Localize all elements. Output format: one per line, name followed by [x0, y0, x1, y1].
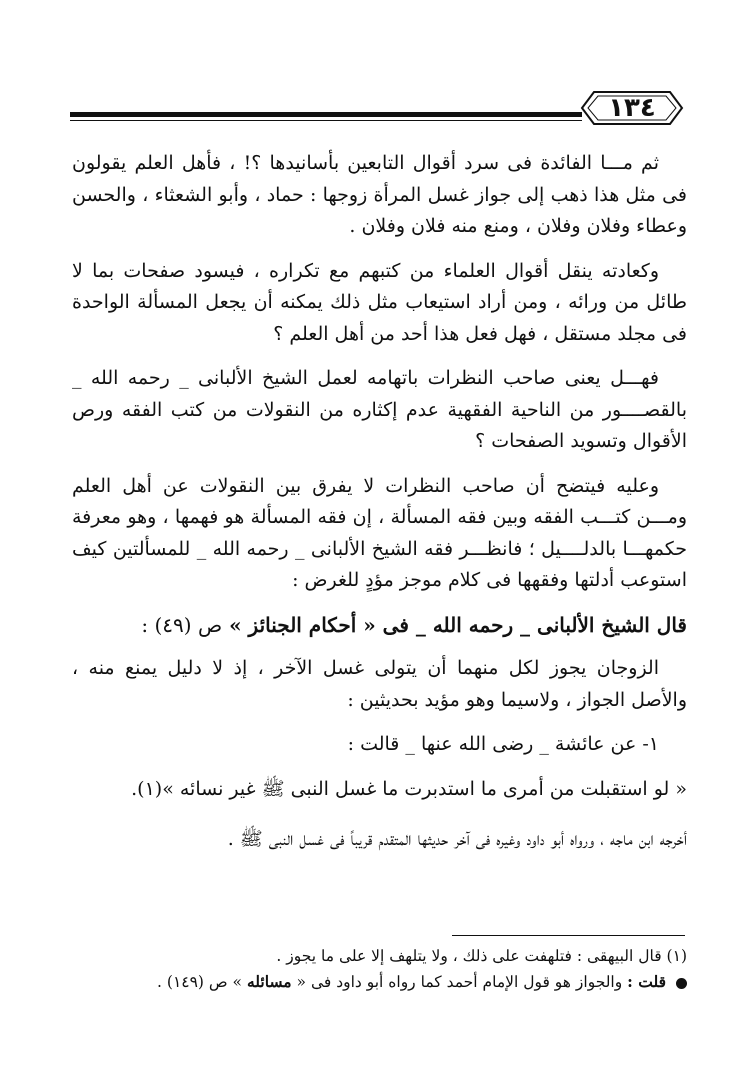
quote-heading-title: قال الشيخ الألبانى _ رحمه الله _ فى « أحكام الجنائز »: [229, 612, 687, 637]
footnote-2-label: قلت :: [627, 972, 667, 991]
paragraph-2: وكعادته ينقل أقوال العلماء من كتبهم مع تكراره ، فيسود صفحات بما لا طائل من ورائه ، ومن أراد استيعاب مثل ذلك يمكنه أن يجعل المسألة الواحدة فى مجلد مستقل ، فهل فعل هذا أحد من أهل العلم ؟: [72, 259, 687, 345]
paragraph-5: الزوجان يجوز لكل منهما أن يتولى غسل الآخر ، إذ لا دليل يمنع منه ، والأصل الجواز ، ولاسيما وهو مؤيد بحديثين :: [72, 657, 687, 711]
header-rule: [70, 112, 582, 117]
paragraph-1: ثم مـــا الفائدة فى سرد أقوال التابعين بأسانيدها ؟! ، فأهل العلم يقولون فى مثل هذا ذهب إلى جواز غسل المرأة زوجها : حماد ، وأبو الشعثاء ، والحسن وعطاء وفلان وفلان ، ومنع منه فلان وفلان .: [72, 152, 687, 237]
paragraph-3: فهـــل يعنى صاحب النظرات باتهامه لعمل الشيخ الألبانى _ رحمه الله _ بالقصــــور من الناحية الفقهية عدم إكثاره من النقولات من كتب الفقه ورص الأقوال وتسويد الصفحات ؟: [72, 367, 687, 452]
footnote-2-book: مسائله: [246, 972, 292, 991]
quote-heading-ref: ص (٤٩) :: [141, 612, 223, 637]
bullet-icon: [676, 978, 687, 989]
footnote-2-text: والجواز هو قول الإمام أحمد كما رواه أبو داود فى «: [296, 973, 623, 991]
hadith-quote: « لو استقبلت من أمرى ما استدبرت ما غسل النبى ﷺ غير نسائه »(١).: [131, 777, 687, 800]
main-text: [72, 148, 687, 875]
footnote-2: [72, 969, 687, 995]
footnote-1: (١) قال البيهقى : فتلهفت على ذلك ، ولا يتلهف إلا على ما يجوز .: [276, 947, 687, 965]
header-rule-thin: [70, 120, 582, 121]
page-number-badge: [580, 86, 684, 130]
paragraph-4: وعليه فيتضح أن صاحب النظرات لا يفرق بين النقولات عن أهل العلم ومـــن كتـــب الفقه وبين فقه المسألة ، إن فقه المسألة هو فهمها ، وهو معرفة حكمهـــا بالدلــــيل ؛ فانظـــر فقه الشيخ الألبانى _ رحمه الله _ للمسألتين كيف استوعب أدلتها وفقهها فى كلام موجز مؤدٍ للغرض :: [72, 474, 687, 591]
quote-heading: [72, 610, 687, 642]
footnote-2-end: » ص (١٤٩) .: [157, 973, 243, 991]
footnotes: [72, 943, 687, 995]
page-header: [70, 86, 682, 130]
footnote-divider: [452, 935, 685, 936]
paragraph-7: أخرجه ابن ماجه ، ورواه أبو داود وغيره فى آخر حديثها المتقدم قريباً فى غسل النبى ﷺ .: [227, 828, 687, 850]
page-number: ١٣٤: [608, 93, 656, 123]
paragraph-6: ١- عن عائشة _ رضى الله عنها _ قالت :: [347, 733, 659, 755]
